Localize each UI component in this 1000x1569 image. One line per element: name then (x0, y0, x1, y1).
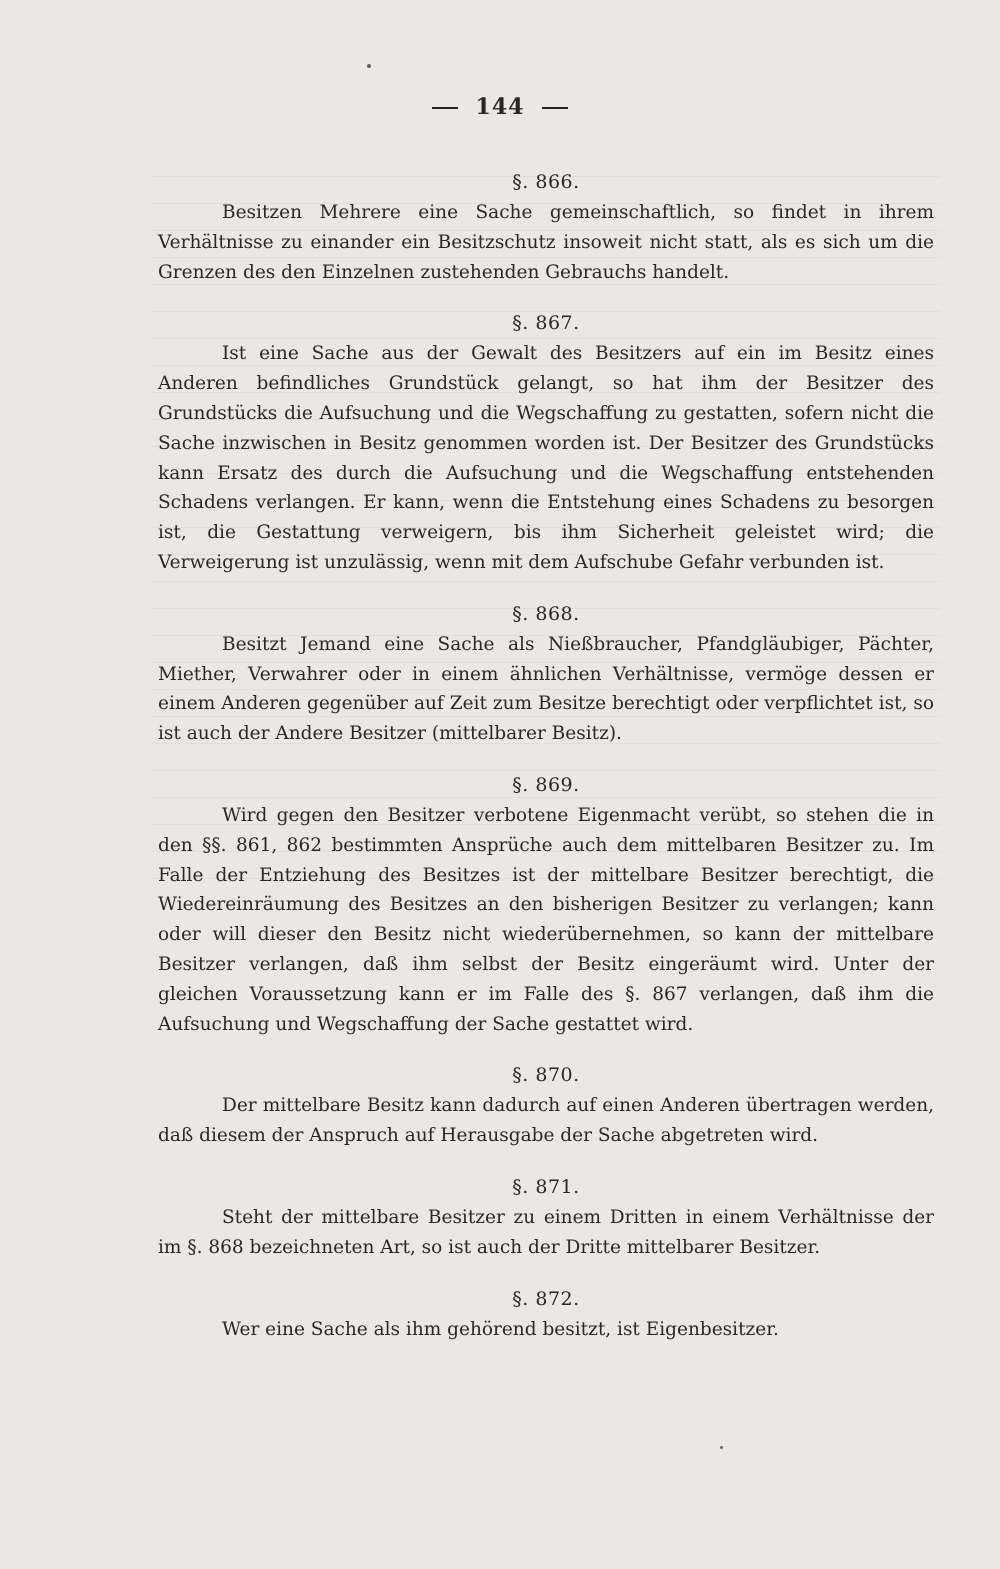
section-866 (158, 160, 934, 287)
page-number-header (0, 94, 1000, 120)
section-heading: §. 872. (512, 1287, 580, 1310)
section-heading: §. 869. (512, 773, 580, 796)
section-870 (158, 1053, 934, 1151)
section-heading: §. 870. (512, 1064, 580, 1087)
section-heading: §. 867. (512, 312, 580, 335)
page-number: 144 (475, 94, 525, 120)
section-paragraph: Ist eine Sache aus der Gewalt des Besitzers auf ein im Besitz eines Anderen befindliches Grundstück gelangt, so hat ihm der Besitzer des Grundstücks die Aufsuchung und die Wegschaffung zu gestatten, sofern nicht die Sache inzwischen in Besitz genommen worden ist. Der Besitzer des Grundstücks kann Ersatz des durch die Aufsuchung und die Wegschaffung entstehenden Schadens verlangen. Er kann, wenn die Entstehung eines Schadens zu besorgen ist, die Gestattung verweigern, bis ihm Sicherheit geleistet wird; die Verweigerung ist unzulässig, wenn mit dem Aufschube Gefahr verbunden ist. (158, 343, 934, 573)
section-heading: §. 868. (512, 602, 580, 625)
left-dash (432, 107, 458, 109)
section-paragraph: Besitzen Mehrere eine Sache gemeinschaftlich, so findet in ihrem Verhältnisse zu einander ein Besitzschutz insoweit nicht statt, als es sich um die Grenzen des den Einzelnen zustehenden Gebrauchs handelt. (158, 202, 934, 283)
section-heading: §. 871. (512, 1175, 580, 1198)
section-heading: §. 866. (512, 171, 580, 193)
ink-speck (720, 1446, 723, 1449)
section-paragraph: Wird gegen den Besitzer verbotene Eigenmacht verübt, so stehen die in den §§. 861, 862 bestimmten Ansprüche auch dem mittelbaren Besitzer zu. Im Falle der Entziehung des Besitzes ist der mittelbare Besitzer berechtigt, die Wiedereinräumung des Besitzes an den bisherigen Besitzer zu verlangen; kann oder will dieser den Besitz nicht wiederübernehmen, so kann der mittelbare Besitzer verlangen, daß ihm selbst der Besitz eingeräumt wird. Unter der gleichen Voraussetzung kann er im Falle des §. 867 verlangen, daß ihm die Aufsuchung und Wegschaffung der Sache gestattet wird. (158, 804, 934, 1035)
right-dash (542, 107, 568, 109)
section-868 (158, 592, 934, 749)
section-paragraph: Der mittelbare Besitz kann dadurch auf einen Anderen übertragen werden, daß diesem der Anspruch auf Herausgabe der Sache abgetreten wird. (158, 1095, 934, 1147)
legal-text-body (158, 160, 934, 1358)
section-872 (158, 1277, 934, 1345)
ink-speck (367, 64, 371, 68)
section-871 (158, 1165, 934, 1263)
section-paragraph: Steht der mittelbare Besitzer zu einem Dritten in einem Verhältnisse der im §. 868 bezeichneten Art, so ist auch der Dritte mittelbarer Besitzer. (158, 1206, 934, 1258)
section-paragraph: Besitzt Jemand eine Sache als Nießbraucher, Pfandgläubiger, Pächter, Miether, Verwahrer oder in einem ähnlichen Verhältnisse, vermöge dessen er einem Anderen gegenüber auf Zeit zum Besitze berechtigt oder verpflichtet ist, so ist auch der Andere Besitzer (mittelbarer Besitz). (158, 633, 934, 745)
section-869 (158, 763, 934, 1039)
section-867 (158, 301, 934, 577)
section-paragraph: Wer eine Sache als ihm gehörend besitzt, ist Eigenbesitzer. (222, 1318, 779, 1340)
